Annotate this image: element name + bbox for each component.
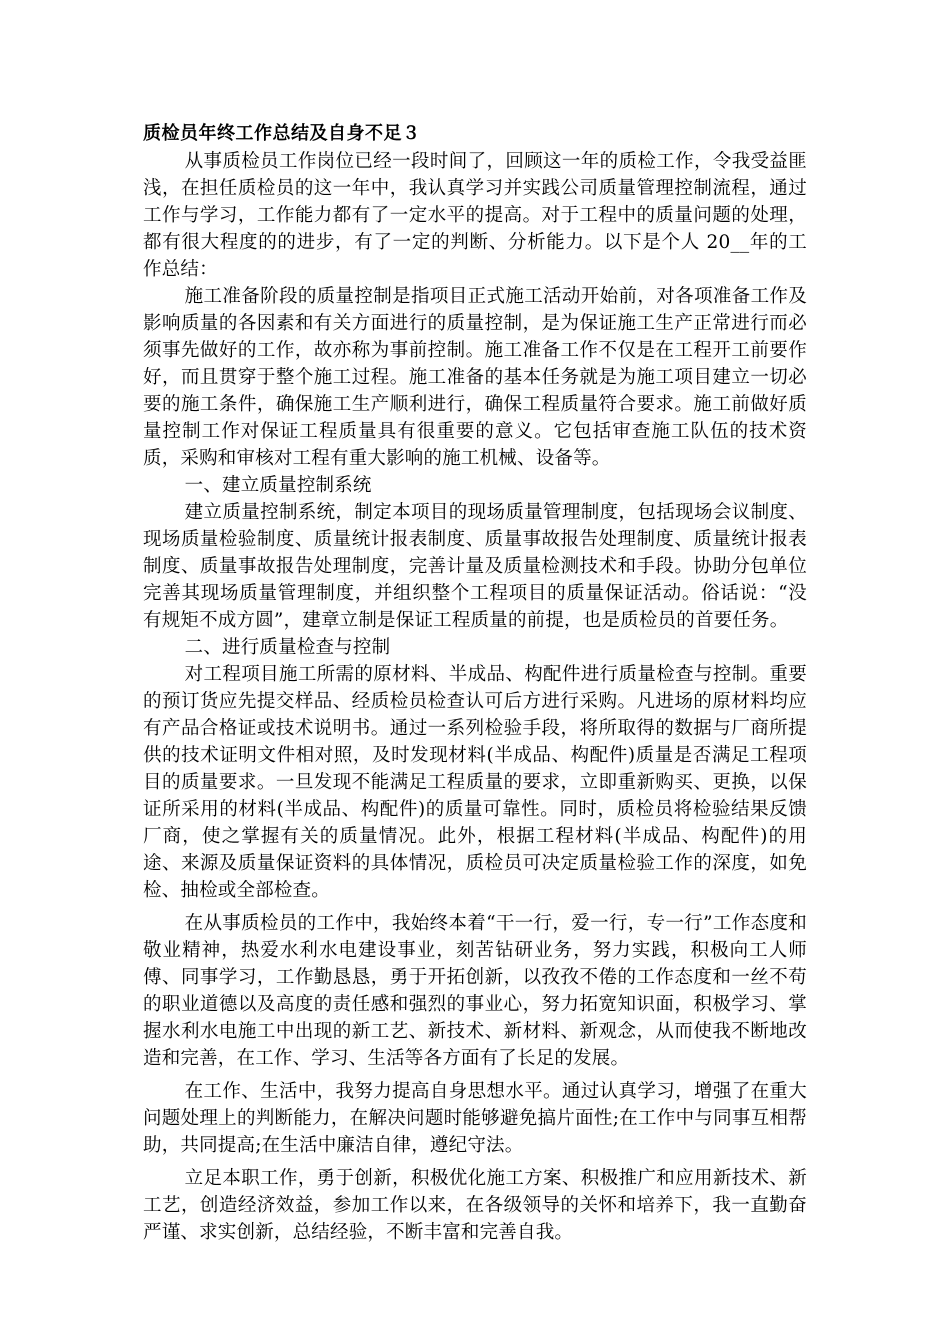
paragraph-intro: 从事质检员工作岗位已经一段时间了，回顾这一年的质检工作，令我受益匪浅，在担任质检员的这一年中，我认真学习并实践公司质量管理控制流程，通过工作与学习，工作能力都有了一定水平的提高。对于工程中的质量问题的处理，都有很大程度的的进步，有了一定的判断、分析能力。以下是个人 20__年的工作总结： <box>143 151 807 280</box>
paragraph-preparation: 施工准备阶段的质量控制是指项目正式施工活动开始前，对各项准备工作及影响质量的各因素和有关方面进行的质量控制，是为保证施工生产正常进行而必须事先做好的工作，故亦称为事前控制。施工准备工作不仅是在工程开工前要作好，而且贯穿于整个施工过程。施工准备的基本任务就是为施工项目建立一切必要的施工条件，确保施工生产顺利进行，确保工程质量符合要求。施工前做好质量控制工作对保证工程质量具有很重要的意义。它包括审查施工队伍的技术资质，采购和审核对工程有重大影响的施工机械、设备等。 <box>143 286 807 469</box>
paragraph-innovation: 立足本职工作，勇于创新，积极优化施工方案、积极推广和应用新技术、新工艺，创造经济效益，参加工作以来，在各级领导的关怀和培养下，我一直勤奋严谨、求实创新，总结经验，不断丰富和完善自我。 <box>143 1168 807 1243</box>
paragraph-work-attitude: 在从事质检员的工作中，我始终本着“干一行，爱一行，专一行”工作态度和敬业精神，热爱水利水电建设事业，刻苦钻研业务，努力实践，积极向工人师傅、同事学习，工作勤恳恳，勇于开拓创新，以孜孜不倦的工作态度和一丝不苟的职业道德以及高度的责任感和强烈的事业心，努力拓宽知识面，积极学习、掌握水利水电施工中出现的新工艺、新技术、新材料、新观念，从而使我不断地改造和完善，在工作、学习、生活等各方面有了长足的发展。 <box>143 913 807 1069</box>
document-page <box>143 120 807 1246</box>
paragraph-quality-inspection: 对工程项目施工所需的原材料、半成品、构配件进行质量检查与控制。重要的预订货应先提交样品、经质检员检查认可后方进行采购。凡进场的原材料均应有产品合格证或技术说明书。通过一系列检验手段，将所取得的数据与厂商所提供的技术证明文件相对照，及时发现材料(半成品、构配件)质量是否满足工程项目的质量要求。一旦发现不能满足工程质量的要求，立即重新购买、更换，以保证所采用的材料(半成品、构配件)的质量可靠性。同时，质检员将检验结果反馈厂商，使之掌握有关的质量情况。此外，根据工程材料(半成品、构配件)的用途、来源及质量保证资料的具体情况，质检员可决定质量检验工作的深度，如免检、抽检或全部检查。 <box>143 664 807 901</box>
section-heading-1: 一、建立质量控制系统 <box>184 475 372 496</box>
document-title: 质检员年终工作总结及自身不足３ <box>143 123 421 144</box>
paragraph-self-improvement: 在工作、生活中，我努力提高自身思想水平。通过认真学习，增强了在重大问题处理上的判断能力，在解决问题时能够避免搞片面性;在工作中与同事互相帮助，共同提高;在生活中廉洁自律，遵纪守法。 <box>143 1081 807 1156</box>
section-heading-2: 二、进行质量检查与控制 <box>184 637 391 658</box>
paragraph-quality-system: 建立质量控制系统，制定本项目的现场质量管理制度，包括现场会议制度、现场质量检验制度、质量统计报表制度、质量事故报告处理制度、质量统计报表制度、质量事故报告处理制度，完善计量及质量检测技术和手段。协助分包单位完善其现场质量管理制度，并组织整个工程项目的质量保证活动。俗话说：“没有规矩不成方圆”，建章立制是保证工程质量的前提，也是质检员的首要任务。 <box>143 502 807 631</box>
